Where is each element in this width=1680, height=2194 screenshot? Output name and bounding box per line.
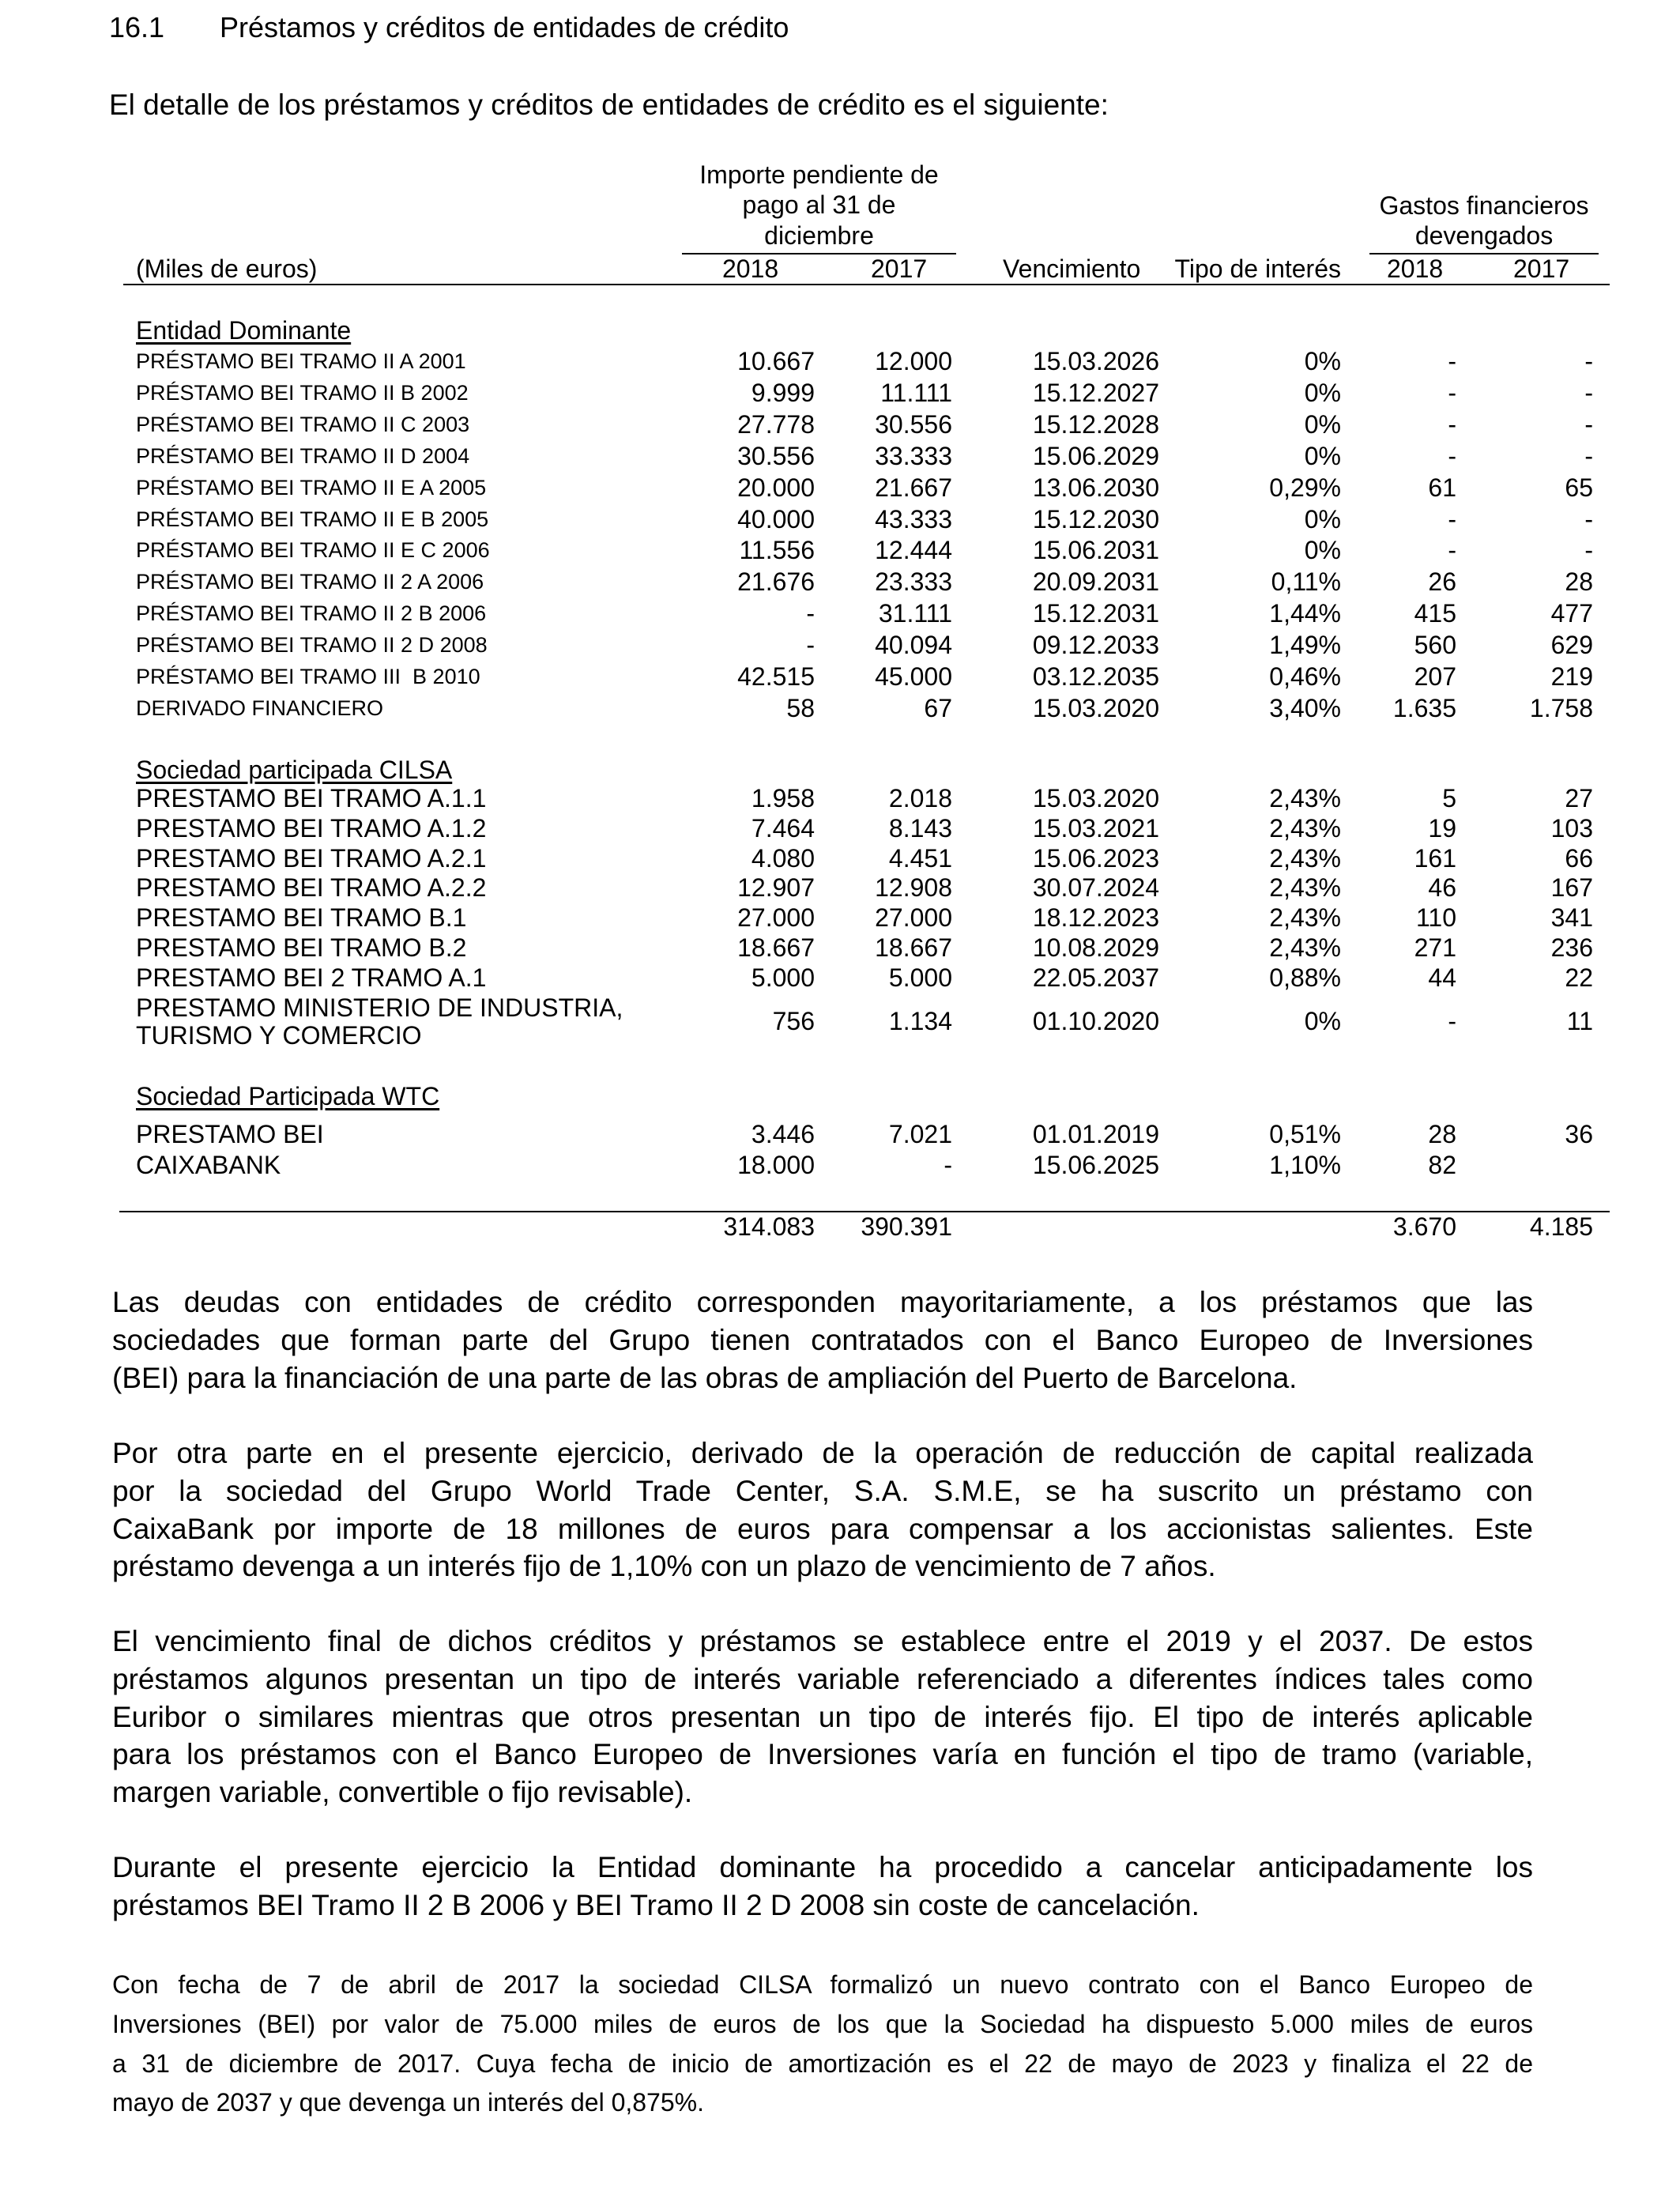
cell-vencimiento: 15.12.2027: [1032, 378, 1159, 407]
cell-label: PRESTAMO BEI TRAMO A.2.2: [136, 873, 487, 903]
cell-importe-2018: 27.000: [737, 903, 815, 933]
paragraph-line: sociedades que forman parte del Grupo tienen contratados con el Banco Europeo de Inversiones: [112, 1323, 1533, 1356]
table-row: [0, 440, 1659, 472]
cell-importe-2018: 3.446: [751, 1120, 815, 1148]
cell-importe-2018: -: [806, 599, 815, 628]
cell-importe-2017: 7.021: [888, 1120, 952, 1148]
table-row: [0, 566, 1659, 598]
cell-gastos-2018: 560: [1414, 631, 1456, 660]
total-cell-importe-2018: 314.083: [723, 1212, 815, 1241]
cell-importe-2018: 4.080: [751, 843, 815, 873]
cell-importe-2017: 5.000: [888, 963, 952, 992]
cell-label: PRESTAMO BEI TRAMO B.2: [136, 933, 467, 962]
cell-gastos-2018: 28: [1428, 1120, 1456, 1148]
cell-tipo-interes: 0%: [1304, 1007, 1341, 1036]
cell-importe-2018: 1.958: [751, 784, 815, 812]
paragraph: [112, 1284, 1533, 1397]
paragraph-line: Las deudas con entidades de crédito corresponden mayoritariamente, a los préstamos que las: [112, 1286, 1533, 1319]
table-row: [0, 932, 1659, 963]
cell-tipo-interes: 0%: [1304, 409, 1341, 439]
cell-label: PRESTAMO MINISTERIO DE INDUSTRIA,: [136, 993, 623, 1022]
cell-importe-2018: 10.667: [737, 347, 815, 375]
cell-importe-2017: 23.333: [875, 567, 952, 597]
total-cell-importe-2017: 390.391: [861, 1212, 952, 1241]
cell-gastos-2017: 629: [1550, 631, 1593, 660]
table-row: [0, 812, 1659, 844]
table-row: [0, 629, 1659, 661]
cell-gastos-2017: -: [1584, 347, 1593, 375]
cell-vencimiento: 15.06.2025: [1032, 1151, 1159, 1179]
paragraph-line: Con fecha de 7 de abril de 2017 la sociedad CILSA formalizó un nuevo contrato con el Banco Europeo de: [112, 1970, 1533, 2000]
cell-tipo-interes: 2,43%: [1269, 843, 1341, 873]
cell-label: PRÉSTAMO BEI TRAMO II A 2001: [136, 349, 466, 373]
header-units: (Miles de euros): [136, 254, 318, 283]
cell-importe-2017: 67: [924, 693, 952, 722]
header-group-line: Importe pendiente de: [699, 160, 939, 189]
table-row: [0, 902, 1659, 933]
cell-label: PRÉSTAMO BEI TRAMO II E A 2005: [136, 475, 487, 499]
total-cell-gastos-2017: 4.185: [1529, 1212, 1593, 1241]
section-title: Sociedad Participada WTC: [136, 1082, 440, 1110]
cell-gastos-2018: 5: [1442, 784, 1456, 812]
table-row: [0, 598, 1659, 629]
cell-gastos-2017: -: [1584, 536, 1593, 565]
cell-gastos-2017: 66: [1565, 843, 1593, 873]
cell-importe-2018: 18.000: [737, 1151, 815, 1179]
header-group-line: Gastos financieros: [1379, 190, 1589, 220]
cell-vencimiento: 18.12.2023: [1032, 903, 1159, 933]
section-title: Sociedad participada CILSA: [136, 756, 453, 784]
cell-gastos-2017: 103: [1550, 813, 1593, 843]
cell-vencimiento: 15.03.2020: [1032, 784, 1159, 812]
paragraph-line: margen variable, convertible o fijo revisable).: [112, 1775, 693, 1808]
cell-vencimiento: 10.08.2029: [1032, 933, 1159, 962]
cell-importe-2017: 12.908: [875, 873, 952, 903]
totals-row: [0, 1211, 1659, 1242]
cell-importe-2018: 11.556: [739, 536, 815, 565]
cell-label: PRESTAMO BEI TRAMO A.2.1: [136, 843, 487, 873]
cell-tipo-interes: 2,43%: [1269, 903, 1341, 933]
paragraph-line: Durante el presente ejercicio la Entidad dominante ha procedido a cancelar anticipadamente los: [112, 1851, 1533, 1884]
cell-gastos-2017: 28: [1565, 567, 1593, 597]
paragraph-line: Por otra parte en el presente ejercicio, derivado de la operación de reducción de capital realizada: [112, 1437, 1533, 1470]
cell-gastos-2017: 219: [1550, 662, 1593, 691]
cell-vencimiento: 22.05.2037: [1032, 963, 1159, 992]
paragraph-line: para los préstamos con el Banco Europeo de Inversiones varía en función el tipo de tramo (variable,: [112, 1738, 1533, 1771]
cell-gastos-2018: 271: [1414, 933, 1456, 962]
paragraph-line: Euribor o similares mientras que otros presentan un tipo de interés fijo. El tipo de interés aplicable: [112, 1700, 1533, 1733]
cell-vencimiento: 01.10.2020: [1032, 1007, 1159, 1036]
cell-vencimiento: 15.06.2029: [1032, 441, 1159, 470]
section-title: Entidad Dominante: [136, 316, 352, 345]
cell-tipo-interes: 0,11%: [1271, 567, 1341, 597]
cell-tipo-interes: 0%: [1304, 441, 1341, 470]
header-vencimiento: Vencimiento: [1003, 254, 1141, 283]
cell-gastos-2017: 11: [1566, 1007, 1593, 1036]
cell-importe-2017: 12.000: [875, 347, 952, 375]
table-row: [0, 843, 1659, 874]
cell-gastos-2018: 44: [1428, 963, 1456, 992]
cell-tipo-interes: 0,29%: [1269, 473, 1341, 502]
cell-gastos-2017: 65: [1565, 473, 1593, 502]
table-row: [0, 534, 1659, 566]
cell-gastos-2018: 110: [1415, 903, 1456, 933]
cell-label: PRÉSTAMO BEI TRAMO II E C 2006: [136, 538, 490, 563]
cell-tipo-interes: 2,43%: [1269, 873, 1341, 903]
cell-gastos-2017: 1.758: [1529, 693, 1593, 722]
table-row: [0, 661, 1659, 692]
cell-importe-2018: 12.907: [737, 873, 815, 903]
table-row: [0, 962, 1659, 993]
cell-gastos-2018: 19: [1428, 813, 1456, 843]
paragraph-line: CaixaBank por importe de 18 millones de euros para compensar a los accionistas salientes. Este: [112, 1512, 1533, 1545]
cell-importe-2017: 4.451: [888, 843, 952, 873]
cell-vencimiento: 15.06.2031: [1032, 536, 1159, 565]
cell-vencimiento: 15.12.2031: [1032, 599, 1159, 628]
header-group-line: devengados: [1414, 221, 1554, 251]
cell-tipo-interes: 0,51%: [1269, 1120, 1341, 1148]
table-row: [0, 782, 1659, 814]
header-importe-2018: 2018: [722, 254, 779, 283]
cell-importe-2017: 43.333: [875, 504, 952, 533]
cell-gastos-2017: 22: [1565, 963, 1593, 992]
cell-label: PRESTAMO BEI TRAMO A.1.2: [136, 813, 487, 843]
cell-importe-2018: -: [806, 631, 815, 660]
cell-importe-2017: 40.094: [875, 631, 952, 660]
cell-importe-2018: 20.000: [737, 473, 815, 502]
cell-label: PRÉSTAMO BEI TRAMO II 2 A 2006: [136, 570, 484, 594]
cell-tipo-interes: 1,10%: [1269, 1151, 1341, 1179]
cell-gastos-2017: -: [1584, 378, 1593, 407]
cell-importe-2017: 33.333: [875, 441, 952, 470]
cell-gastos-2018: -: [1448, 1007, 1456, 1036]
cell-vencimiento: 20.09.2031: [1032, 567, 1159, 597]
table-row: [0, 872, 1659, 903]
cell-label: PRÉSTAMO BEI TRAMO II E B 2005: [136, 507, 489, 531]
cell-importe-2018: 40.000: [737, 504, 815, 533]
cell-vencimiento: 15.12.2030: [1032, 504, 1159, 533]
paragraph-line: El vencimiento final de dichos créditos y préstamos se establece entre el 2019 y el 2037. De estos: [112, 1625, 1533, 1658]
cell-gastos-2018: -: [1448, 441, 1456, 470]
cell-tipo-interes: 2,43%: [1269, 784, 1341, 812]
header-gastos-2018: 2018: [1387, 254, 1444, 283]
header-gastos-2017: 2017: [1513, 254, 1570, 283]
cell-importe-2017: 12.444: [875, 536, 952, 565]
cell-gastos-2018: -: [1448, 347, 1456, 375]
paragraph-line: por la sociedad del Grupo World Trade Center, S.A. S.M.E, se ha suscrito un préstamo con: [112, 1474, 1533, 1507]
paragraph-line: a 31 de diciembre de 2017. Cuya fecha de inicio de amortización es el 22 de mayo de 2023 y finaliza el 22 de: [112, 2049, 1533, 2078]
cell-gastos-2018: -: [1448, 378, 1456, 407]
cell-label: PRESTAMO BEI: [136, 1120, 324, 1148]
cell-vencimiento: 15.03.2021: [1032, 813, 1159, 843]
cell-importe-2017: 27.000: [875, 903, 952, 933]
cell-importe-2018: 58: [786, 693, 815, 722]
cell-tipo-interes: 1,49%: [1269, 631, 1341, 660]
cell-label: PRÉSTAMO BEI TRAMO II C 2003: [136, 412, 470, 436]
cell-importe-2018: 42.515: [737, 662, 815, 691]
table-row: [0, 503, 1659, 535]
cell-gastos-2018: 207: [1414, 662, 1456, 691]
cell-gastos-2017: 27: [1565, 784, 1593, 812]
cell-tipo-interes: 2,43%: [1269, 933, 1341, 962]
paragraph: [112, 1849, 1533, 1924]
table-row: [0, 345, 1659, 377]
cell-gastos-2018: -: [1448, 536, 1456, 565]
cell-importe-2017: 8.143: [888, 813, 952, 843]
paragraph-line: préstamo devenga a un interés fijo de 1,10% con un plazo de vencimiento de 7 años.: [112, 1550, 1216, 1583]
cell-tipo-interes: 3,40%: [1269, 693, 1341, 722]
cell-importe-2018: 7.464: [751, 813, 815, 843]
cell-label: PRÉSTAMO BEI TRAMO II D 2004: [136, 443, 470, 468]
cell-gastos-2017: 36: [1565, 1120, 1593, 1148]
header-importe-2017: 2017: [871, 254, 928, 283]
cell-gastos-2018: 415: [1414, 599, 1456, 628]
cell-tipo-interes: 0%: [1304, 536, 1341, 565]
cell-gastos-2018: 82: [1428, 1151, 1456, 1179]
cell-gastos-2017: 341: [1550, 903, 1593, 933]
cell-tipo-interes: 0,46%: [1269, 662, 1341, 691]
cell-gastos-2018: 61: [1428, 473, 1456, 502]
paragraph: [112, 1966, 1533, 2123]
cell-gastos-2018: -: [1448, 504, 1456, 533]
cell-importe-2017: 11.111: [880, 378, 952, 407]
cell-importe-2018: 27.778: [737, 409, 815, 439]
cell-tipo-interes: 2,43%: [1269, 813, 1341, 843]
paragraph-line: préstamos BEI Tramo II 2 B 2006 y BEI Tramo II 2 D 2008 sin coste de cancelación.: [112, 1888, 1200, 1921]
paragraph: [112, 1434, 1533, 1585]
cell-importe-2018: 30.556: [737, 441, 815, 470]
table-row: [0, 472, 1659, 503]
cell-vencimiento: 01.01.2019: [1032, 1120, 1159, 1148]
cell-importe-2018: 9.999: [751, 378, 815, 407]
paragraph-line: préstamos algunos presentan un tipo de interés variable referenciado a diferentes índices tales como: [112, 1662, 1533, 1695]
cell-importe-2017: 45.000: [875, 662, 952, 691]
paragraph-line: Inversiones (BEI) por valor de 75.000 miles de euros de los que la Sociedad ha dispuesto 5.000 miles de euros: [112, 2009, 1533, 2038]
cell-gastos-2018: 161: [1414, 843, 1456, 873]
cell-importe-2018: 756: [772, 1007, 815, 1036]
cell-importe-2018: 18.667: [737, 933, 815, 962]
cell-gastos-2017: 477: [1550, 599, 1593, 628]
cell-gastos-2017: 167: [1550, 873, 1593, 903]
cell-vencimiento: 15.03.2020: [1032, 693, 1159, 722]
cell-label: TURISMO Y COMERCIO: [136, 1020, 422, 1050]
cell-label: PRÉSTAMO BEI TRAMO III B 2010: [136, 665, 480, 688]
header-group-line: diciembre: [764, 221, 874, 250]
cell-label: DERIVADO FINANCIERO: [136, 696, 384, 720]
cell-tipo-interes: 1,44%: [1269, 599, 1341, 628]
cell-importe-2017: 18.667: [875, 933, 952, 962]
cell-importe-2017: 21.667: [875, 473, 952, 502]
table-row: [0, 692, 1659, 724]
cell-gastos-2017: -: [1584, 409, 1593, 439]
section-number: 16.1: [109, 11, 165, 43]
cell-vencimiento: 15.12.2028: [1032, 409, 1159, 439]
cell-tipo-interes: 0,88%: [1269, 963, 1341, 992]
cell-vencimiento: 30.07.2024: [1032, 873, 1159, 903]
section-title-heading: Préstamos y créditos de entidades de crédito: [220, 11, 789, 43]
header-group-line: pago al 31 de: [742, 190, 896, 220]
cell-label: PRÉSTAMO BEI TRAMO II B 2002: [136, 380, 469, 405]
cell-gastos-2017: -: [1584, 504, 1593, 533]
table-row: [0, 993, 1659, 1050]
cell-vencimiento: 13.06.2030: [1032, 473, 1159, 502]
cell-gastos-2017: 236: [1550, 933, 1593, 962]
cell-gastos-2018: -: [1448, 409, 1456, 439]
cell-gastos-2017: -: [1584, 441, 1593, 470]
cell-importe-2018: 21.676: [737, 567, 815, 597]
cell-tipo-interes: 0%: [1304, 378, 1341, 407]
paragraph: [112, 1623, 1533, 1811]
cell-tipo-interes: 0%: [1304, 504, 1341, 533]
cell-vencimiento: 09.12.2033: [1032, 631, 1159, 660]
table-row: [0, 409, 1659, 440]
header-tipo-interes: Tipo de interés: [1174, 254, 1341, 283]
cell-label: PRÉSTAMO BEI TRAMO II 2 B 2006: [136, 601, 487, 626]
cell-label: CAIXABANK: [136, 1151, 281, 1179]
cell-gastos-2018: 46: [1428, 873, 1456, 903]
cell-label: PRESTAMO BEI TRAMO A.1.1: [136, 784, 487, 812]
cell-label: PRESTAMO BEI TRAMO B.1: [136, 903, 467, 933]
paragraph-line: (BEI) para la financiación de una parte de las obras de ampliación del Puerto de Barcelona.: [112, 1361, 1298, 1394]
total-cell-gastos-2018: 3.670: [1392, 1212, 1456, 1241]
intro-text: El detalle de los préstamos y créditos de entidades de crédito es el siguiente:: [109, 89, 1109, 121]
cell-gastos-2018: 26: [1428, 567, 1456, 597]
table-row: [0, 377, 1659, 409]
cell-vencimiento: 03.12.2035: [1032, 662, 1159, 691]
cell-importe-2017: 30.556: [875, 409, 952, 439]
cell-importe-2017: 31.111: [878, 599, 952, 628]
cell-importe-2018: 5.000: [751, 963, 815, 992]
cell-vencimiento: 15.06.2023: [1032, 843, 1159, 873]
cell-importe-2017: -: [944, 1151, 952, 1179]
cell-vencimiento: 15.03.2026: [1032, 347, 1159, 375]
paragraph-line: mayo de 2037 y que devenga un interés del 0,875%.: [112, 2088, 704, 2117]
cell-tipo-interes: 0%: [1304, 347, 1341, 375]
cell-importe-2017: 2.018: [888, 784, 952, 812]
totals-rule: [119, 1211, 1610, 1212]
cell-label: PRESTAMO BEI 2 TRAMO A.1: [136, 963, 487, 992]
table-row: [0, 1149, 1659, 1181]
cell-importe-2017: 1.134: [888, 1007, 952, 1036]
cell-gastos-2018: 1.635: [1392, 693, 1456, 722]
table-row: [0, 1118, 1659, 1150]
cell-label: PRÉSTAMO BEI TRAMO II 2 D 2008: [136, 633, 488, 658]
